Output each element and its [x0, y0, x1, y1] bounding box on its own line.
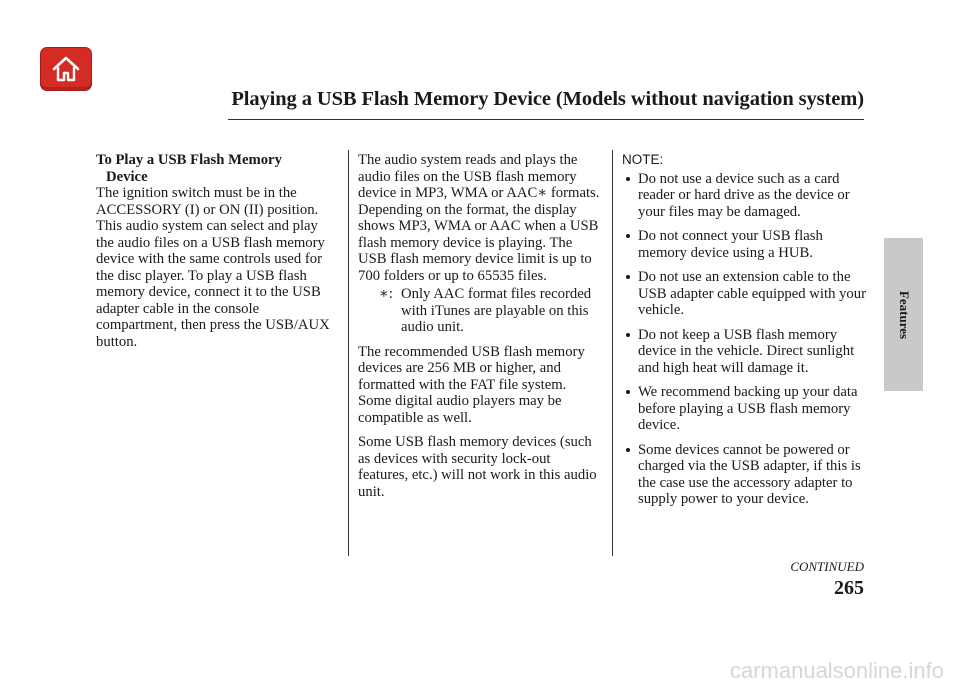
- title-divider: [228, 119, 864, 120]
- note-item: We recommend backing up your data before playing a USB flash memory device.: [622, 384, 868, 434]
- note-item: Some devices cannot be powered or charged via the USB adapter, if this is the case use the accessory adapter to supply power to your device.: [622, 442, 868, 508]
- intro-paragraph: The ignition switch must be in the ACCESSORY (I) or ON (II) position. This audio system can select and play the audio files on a USB flash memory device with the same controls used for the disc player. To play a USB flash memory device, connect it to the USB adapter cable in the console compartment, then press the USB/AUX button.: [96, 185, 330, 350]
- formats-paragraph: The audio system reads and plays the audio files on the USB flash memory device in MP3, WMA or AAC∗ formats. Depending on the format, the display shows MP3, WMA or AAC when a USB flash memory device is playing. The USB flash memory device limit is up to 700 folders or up to 65535 files.: [358, 152, 600, 284]
- watermark: carmanualsonline.info: [729, 658, 944, 683]
- home-icon: [51, 55, 81, 83]
- column-1: [96, 152, 336, 350]
- continued-label: CONTINUED: [790, 559, 864, 574]
- footnote-text: Only AAC format files recorded with iTunes are playable on this audio unit.: [401, 286, 592, 335]
- incompatible-devices-paragraph: Some USB flash memory devices (such as devices with security lock-out features, etc.) will not work in this audio unit.: [358, 434, 597, 500]
- column-divider-1: [348, 150, 349, 556]
- section-tab-features[interactable]: [884, 238, 923, 391]
- column-divider-2: [612, 150, 613, 556]
- section-heading-line1: To Play a USB Flash Memory: [96, 152, 282, 168]
- note-item: Do not use a device such as a card reader or hard drive as the device or your files may be damaged.: [622, 171, 868, 221]
- note-list: [622, 171, 868, 508]
- footnote: [358, 286, 600, 336]
- section-heading-line2: Device: [106, 168, 148, 185]
- section-tab-label: Features: [896, 290, 912, 339]
- page-number: 265: [834, 577, 864, 599]
- footnote-mark: ∗:: [378, 286, 393, 302]
- note-label: NOTE:: [622, 152, 664, 167]
- section-heading: [96, 152, 336, 185]
- note-item: Do not use an extension cable to the USB adapter cable equipped with your vehicle.: [622, 269, 868, 319]
- column-3: [622, 152, 868, 516]
- recommended-devices-paragraph: The recommended USB flash memory devices are 256 MB or higher, and formatted with the FAT file system. Some digital audio players may be compatible as well.: [358, 343, 585, 426]
- column-2: [358, 152, 600, 500]
- page-title: Playing a USB Flash Memory Device (Models without navigation system): [231, 88, 864, 110]
- note-item: Do not keep a USB flash memory device in the vehicle. Direct sunlight and high heat will damage it.: [622, 327, 868, 377]
- home-button[interactable]: [40, 47, 92, 91]
- note-item: Do not connect your USB flash memory device using a HUB.: [622, 228, 868, 261]
